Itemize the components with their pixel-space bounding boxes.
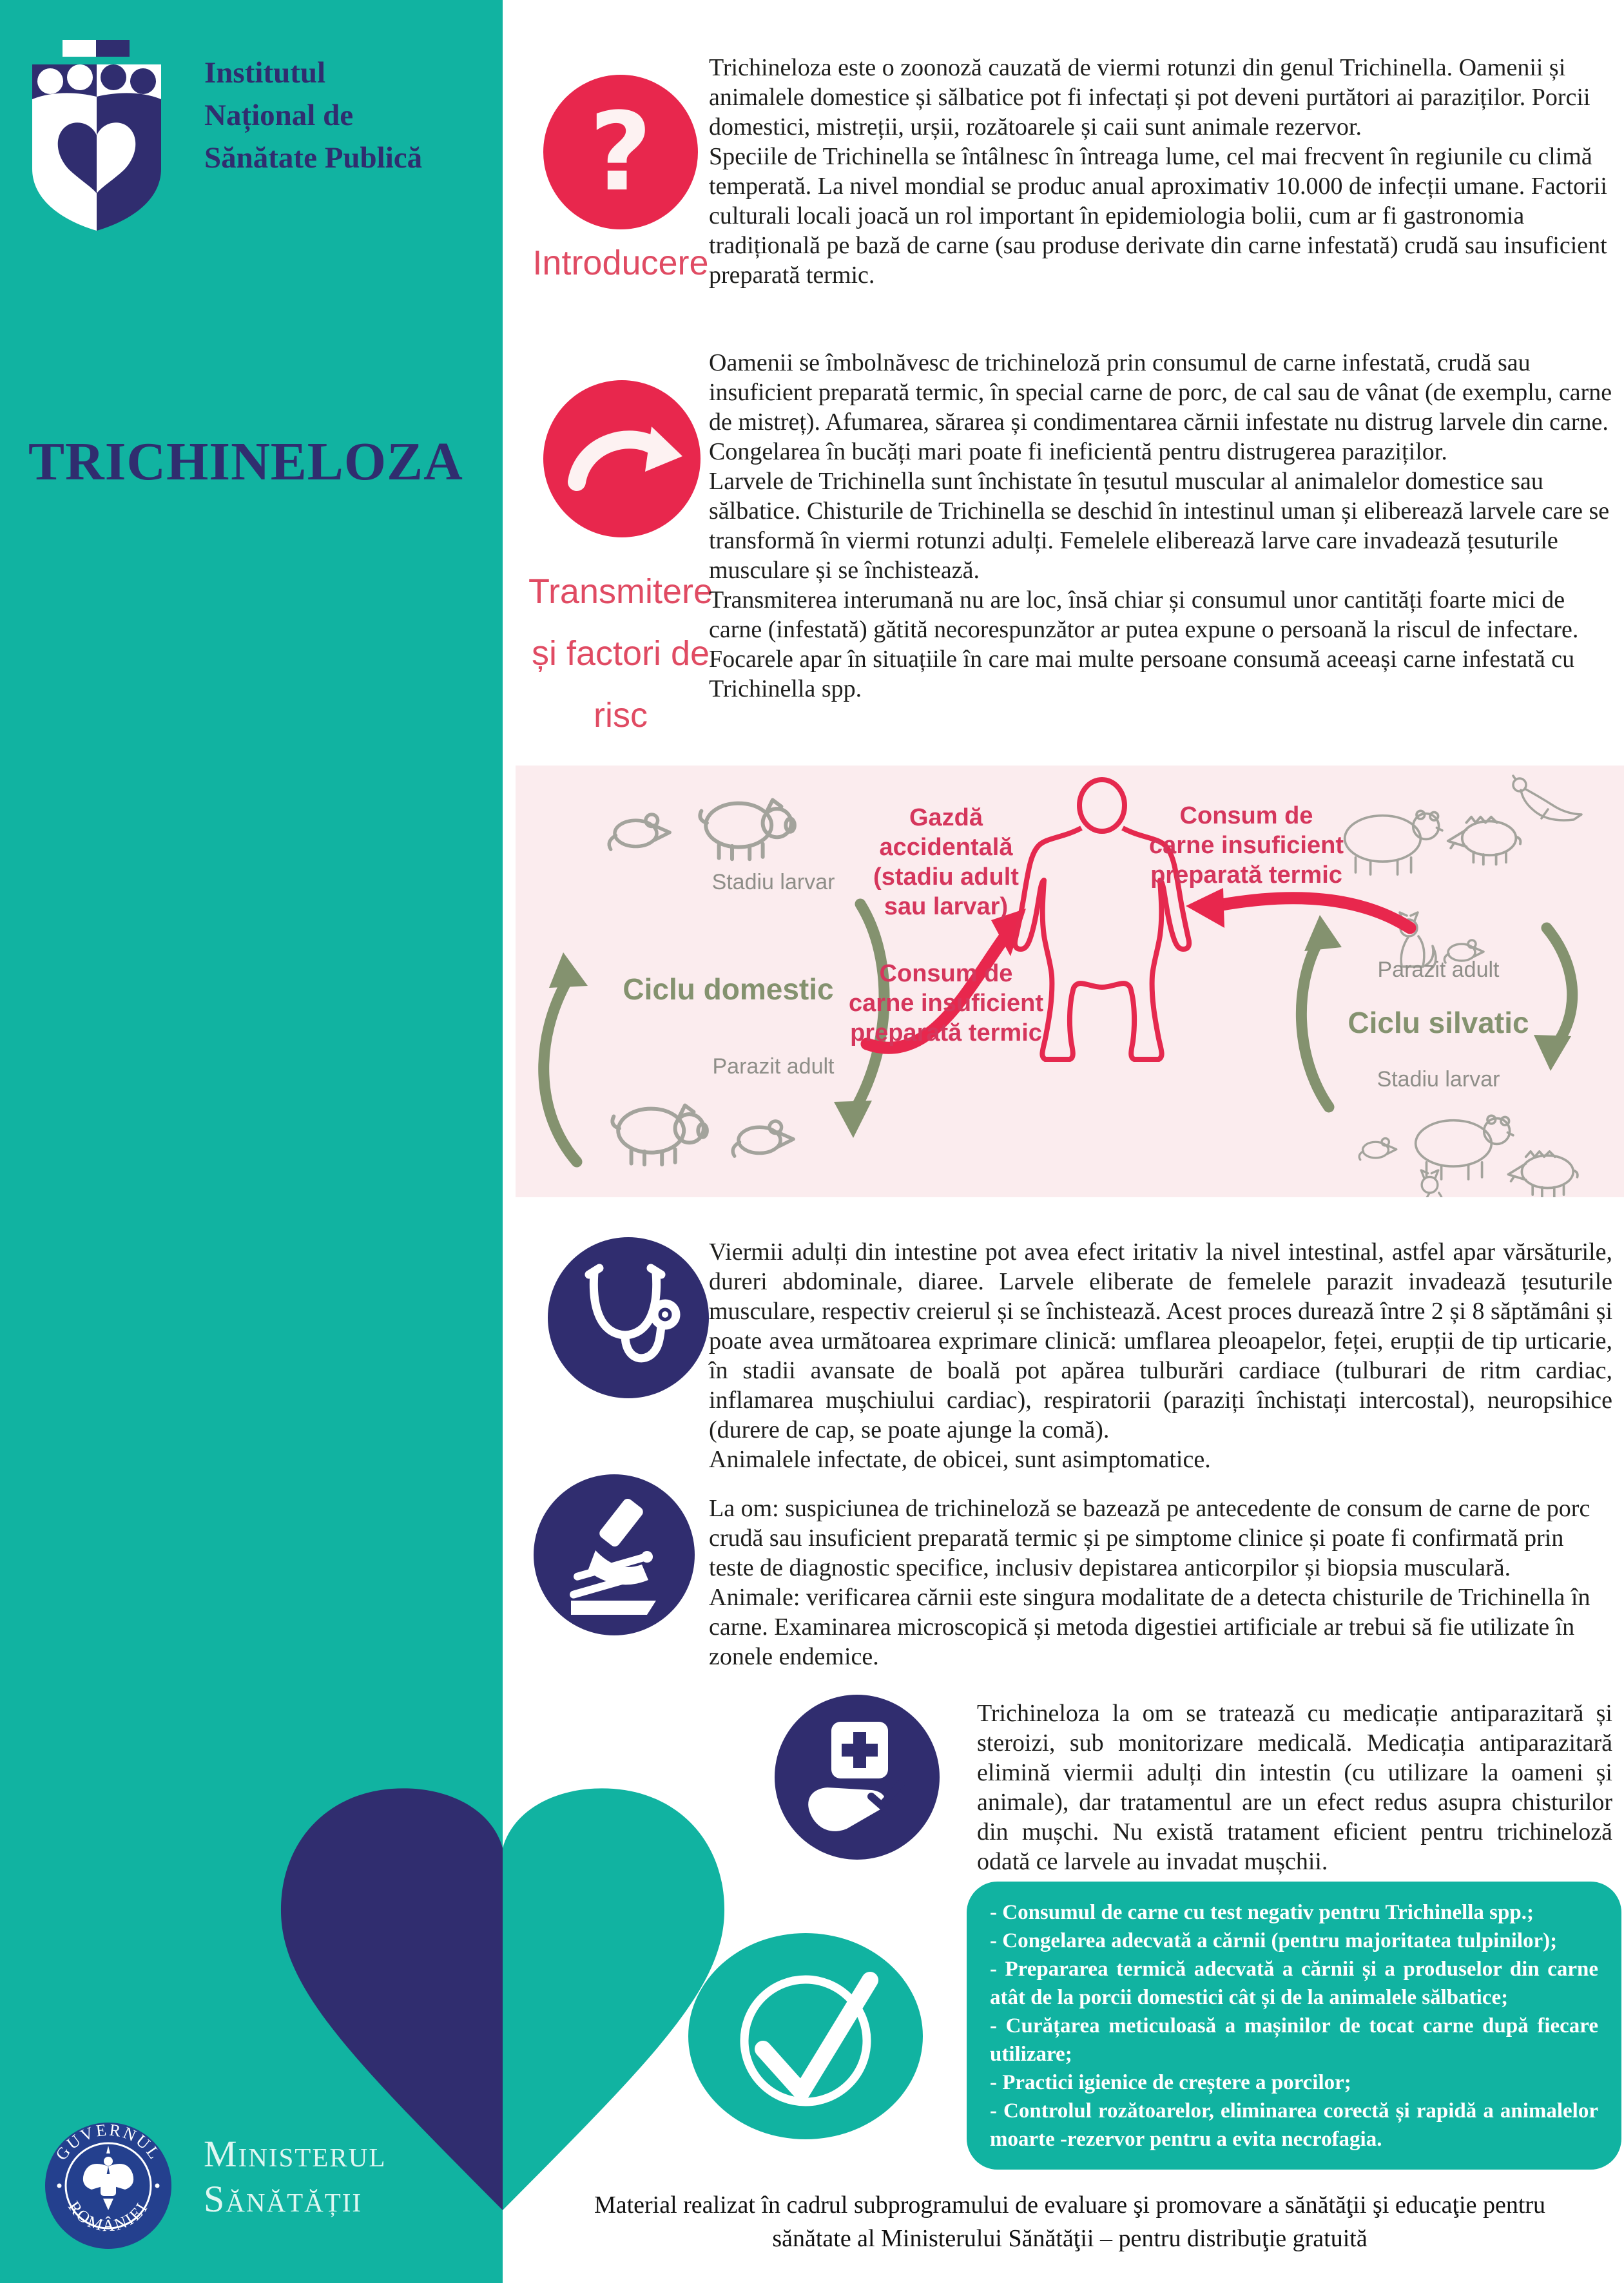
domestic-bottom-label: Parazit adult [712, 1054, 835, 1079]
ministry-line2: Sănătății [204, 2178, 363, 2220]
prevention-item: - Curățarea meticuloasă a mașinilor de tocat carne după fiecare utilizare; [990, 2014, 1598, 2066]
footer-note-line2: sănătate al Ministerului Sănătăţii – pentru distribuţie gratuită [772, 2225, 1368, 2252]
symptoms-paragraph-2: Animalele infectate, de obicei, sunt asimptomatice. [709, 1446, 1211, 1473]
page-title: TRICHINELOZA [28, 432, 463, 492]
consumption-left-line2: carne insuficient [849, 990, 1043, 1017]
stethoscope-icon [548, 1237, 709, 1398]
diagnostic-paragraph-2: Animale: verificarea cărnii este singura modalitate de a detecta chisturile de Trichinella în carne. Examinarea microscopică și metoda digestiei artificiale ar trebui să fie utilizate în zonele endemice. [709, 1584, 1590, 1670]
symptoms-text [709, 1237, 1612, 1474]
diagnostic-paragraph-1: La om: suspiciunea de trichineloză se bazează pe antecedente de consum de carne de porc crudă sau insuficient preparată termic și pe simptome clinice și poate fi confirmată prin teste de diagnostic specifice, inclusiv depistarea anticorpilor și biopsia musculară. [709, 1495, 1590, 1581]
institute-shield-logo-icon [31, 37, 163, 237]
prevention-box [967, 1882, 1621, 2170]
seal-animal-icon [1513, 776, 1581, 820]
treatment-paragraph: Trichineloza la om se tratează cu medicație antiparazitară și steroizi, sub monitorizare medicală. Medicația antiparazitară elimină viermii adulți din intestin (cu utilizare la oameni și animale), dar tratamentul are un efect redus asupra chisturilor din mușchi. Nu există tratament eficient pentru trichineloză odată ce larvele au invadat mușchii. [977, 1700, 1612, 1875]
transmission-section-label [505, 561, 737, 746]
consumption-left-line3: preparată termic [850, 1019, 1042, 1046]
consumption-label-left [849, 959, 1043, 1048]
transmission-label-line3: risc [594, 696, 648, 735]
boar-icon [1508, 1151, 1578, 1197]
microscope-icon [534, 1474, 695, 1635]
bear-icon [1345, 811, 1442, 874]
footer-note-line1: Material realizat în cadrul subprogramului de evaluare şi promovare a sănătăţii şi educaţie pentru [594, 2191, 1546, 2219]
ministry-name [204, 2132, 386, 2222]
silvatic-bottom-label: Stadiu larvar [1377, 1067, 1500, 1092]
consumption-right-line2: carne insuficient [1149, 832, 1344, 859]
life-cycle-diagram [516, 766, 1624, 1197]
silvatic-top-label: Parazit adult [1377, 958, 1500, 982]
prevention-item: - Consumul de carne cu test negativ pentru Trichinella spp.; [990, 1901, 1534, 1924]
seal-text-top: GUVERNUL [52, 2121, 165, 2164]
svg-text:?: ? [589, 89, 652, 215]
transmission-arrow-icon [543, 380, 701, 537]
institute-name-line2: Național de [204, 99, 354, 132]
accidental-host-line4: sau larvar) [884, 893, 1009, 920]
accidental-host-line2: accidentală [879, 834, 1013, 861]
intro-text [709, 53, 1612, 290]
question-mark-icon [543, 75, 698, 229]
treatment-text [977, 1699, 1612, 1876]
accidental-host-label [873, 803, 1019, 921]
mouse-icon [1359, 1139, 1397, 1160]
silvatic-cycle-title: Ciclu silvatic [1348, 1006, 1529, 1039]
transmission-paragraph-2: Larvele de Trichinella sunt închistate în țesutul muscular al animalelor domestice sau sălbatice. Chisturile de Trichinella se deschid în intestinul uman și eliberează larvele care se transformă în viermi rotunzi adulți. Femelele eliberează larve care invadează țesuturile musculare și se închistează. [709, 468, 1610, 584]
boar-icon [1448, 817, 1521, 865]
transmission-label-line1: Transmitere [528, 572, 713, 611]
transmission-paragraph-3: Transmiterea interumană nu are loc, însă chiar și consumul unor cantități foarte mici de carne (infestată) gătită necorespunzător ar putea expune o persoană la riscul de infectare. Focarele apar în situațiile în care mai multe persoane consumă aceeași carne infestată cu Trichinella spp. [709, 586, 1579, 702]
consumption-left-line1: Consum de [879, 960, 1013, 987]
ministry-line1: Ministerul [204, 2133, 387, 2175]
symptoms-paragraph-1: Viermii adulți din intestine pot avea efect iritativ la nivel intestinal, astfel apar vărsăturile, dureri abdominale, diaree. Larvele eliberate de femelele parazit invadează țesuturile musculare, respectiv creierul și se închistează. Acest proces durează între 2 și 8 săptămâni și poate avea următoarea exprimare clinică: umflarea pleoapelor, feței, erupții de tip urticarie, în stadii avansate de boală pot apărea tulburări cardiace (tulburari de ritm cardiac, inflamarea mușchiului cardiac), respiratorii (paraziți închistați intercostal), neuropsihice (durere de cap, se poate ajunge la comă). [709, 1238, 1612, 1443]
intro-paragraph-2: Speciile de Trichinella se întâlnesc în întreaga lume, cel mai frecvent în regiunile cu climă temperată. La nivel mondial se produc anual aproximativ 10.000 de infecții umane. Factorii culturali locali joacă un rol important în epidemiologia bolii, cum ar fi gastronomia tradițională pe bază de carne (sau produse derivate din carne infestată) crudă sau insuficient preparată termic. [709, 143, 1607, 289]
prevention-item: - Congelarea adecvată a cărnii (pentru majoritatea tulpinilor); [990, 1929, 1558, 1952]
mouse-icon [609, 814, 670, 849]
medication-icon [775, 1695, 940, 1860]
prevention-item: - Prepararea termică adecvată a cărnii și a produselor din carne atât de la porcii domestici cât și de la animalele sălbatice; [990, 1958, 1598, 2009]
transmission-paragraph-1: Oamenii se îmbolnăvesc de trichineloză prin consumul de carne infestată, crudă sau insuficient preparată termic, în special carne de porc, de cal sau de vânat (de exemplu, carne de mistreț). Afumarea, sărarea și condimentarea cărnii infestate nu distrug larvele din carne. Congelarea în bucăți mari poate fi ineficientă pentru distrugerea paraziților. [709, 349, 1612, 465]
transmission-label-line2: și factori de [531, 634, 710, 673]
government-seal [44, 2121, 173, 2250]
institute-name-line1: Institutul [204, 56, 326, 90]
domestic-left-arrow [544, 978, 577, 1162]
silvatic-right-arrow [1547, 928, 1572, 1050]
domestic-cycle-title: Ciclu domestic [623, 972, 834, 1006]
prevention-item: - Controlul rozătoarelor, eliminarea corectă și rapidă a animalelor moarte -rezervor pentru a evita necrofagia. [990, 2099, 1598, 2151]
intro-section-label: Introducere [532, 244, 709, 282]
seal-text-bottom: ROMÂNIEI [64, 2197, 152, 2235]
footer-note [516, 2188, 1624, 2255]
prevention-item: - Practici igienice de creștere a porcilor; [990, 2071, 1351, 2094]
pig-icon [612, 1106, 707, 1165]
institute-name-line3: Sănătate Publică [204, 141, 423, 175]
intro-paragraph-1: Trichineloza este o zoonoză cauzată de viermi rotunzi din genul Trichinella. Oamenii și animalele domestice și sălbatice pot fi infectați și pot deveni purtători ai paraziților. Porcii domestici, mistreții, urșii, rozătoarele și caii sunt animale rezervor. [709, 54, 1590, 140]
silvatic-left-arrow [1301, 934, 1329, 1107]
consumption-right-line1: Consum de [1179, 802, 1313, 829]
consumption-right-line3: preparată termic [1150, 862, 1342, 889]
bear-icon [1416, 1115, 1513, 1179]
institute-name [204, 52, 507, 179]
diagnostic-text [709, 1494, 1612, 1671]
accidental-host-line3: (stadiu adult [873, 863, 1019, 891]
transmission-text [709, 348, 1612, 704]
mouse-icon [733, 1121, 793, 1156]
consumption-label-right [1149, 801, 1344, 890]
accidental-host-line1: Gazdă [909, 804, 983, 831]
pig-icon [700, 800, 795, 860]
domestic-top-label: Stadiu larvar [711, 870, 835, 894]
